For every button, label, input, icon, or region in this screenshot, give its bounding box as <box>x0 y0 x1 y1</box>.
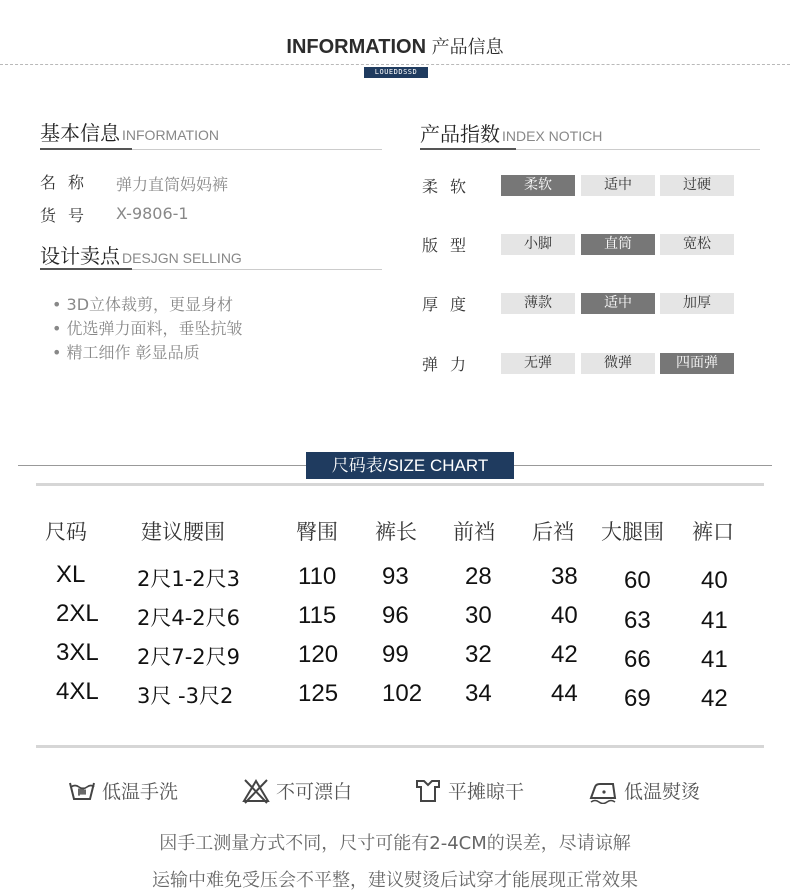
size-table-top-border <box>36 483 764 486</box>
index-label-thickness: 厚度 <box>422 295 479 314</box>
size-table-bottom-border <box>36 745 764 748</box>
hand-wash-icon <box>68 779 96 803</box>
size-table-header: 裤口 <box>692 520 734 544</box>
info-value-name: 弹力直筒妈妈裤 <box>116 175 229 194</box>
selling-title-en: DESJGN SELLING <box>122 250 242 266</box>
size-table-header: 前裆 <box>453 520 495 544</box>
size-cell: 2尺1-2尺3 <box>137 567 241 591</box>
dry-flat-icon <box>414 778 442 804</box>
size-cell: 41 <box>701 646 728 673</box>
size-cell: 38 <box>551 563 578 590</box>
size-table-header: 尺码 <box>45 520 87 544</box>
index-heading <box>420 118 602 147</box>
index-label-elasticity: 弹力 <box>422 355 479 374</box>
selling-point: • 精工细作 彰显品质 <box>52 343 200 362</box>
size-table-header: 大腿围 <box>601 520 664 544</box>
size-cell: 2尺4-2尺6 <box>137 606 241 630</box>
size-cell: 120 <box>298 641 339 668</box>
size-cell: XL <box>56 561 86 588</box>
selling-rule <box>132 269 382 270</box>
info-label-sku: 货号 <box>40 206 97 225</box>
info-value-sku: X-9806-1 <box>116 204 189 223</box>
size-table-header: 后裆 <box>532 520 574 544</box>
index-option: 适中 <box>581 175 655 196</box>
size-table-header: 建议腰围 <box>141 520 225 544</box>
index-option-selected: 直筒 <box>581 234 655 255</box>
size-cell: 3尺 -3尺2 <box>137 684 234 708</box>
size-cell: 34 <box>465 680 492 707</box>
size-cell: 63 <box>624 607 651 634</box>
selling-point: • 优选弹力面料，垂坠抗皱 <box>52 319 243 338</box>
index-option: 薄款 <box>501 293 575 314</box>
size-cell: 60 <box>624 567 651 594</box>
size-cell: 40 <box>551 602 578 629</box>
care-label: 平摊晾干 <box>448 781 525 803</box>
size-chart-rule-right <box>514 465 772 466</box>
size-cell: 42 <box>701 685 728 712</box>
index-option-selected: 适中 <box>581 293 655 314</box>
size-chart-title <box>306 452 514 479</box>
size-cell: 28 <box>465 563 492 590</box>
size-cell: 93 <box>382 563 409 590</box>
measurement-note: 因手工测量方式不同，尺寸可能有2-4CM的误差，尽请谅解 <box>159 833 631 854</box>
size-table-header: 裤长 <box>375 520 417 544</box>
iron-low-icon <box>588 778 618 804</box>
size-cell: 96 <box>382 602 409 629</box>
index-label-softness: 柔软 <box>422 177 479 196</box>
index-rule <box>516 149 760 150</box>
size-cell: 41 <box>701 607 728 634</box>
ironing-note: 运输中难免受压会不平整，建议熨烫后试穿才能展现正常效果 <box>152 870 638 891</box>
size-cell: 42 <box>551 641 578 668</box>
index-option-selected: 四面弹 <box>660 353 734 374</box>
size-cell: 66 <box>624 646 651 673</box>
basic-info-title-en: INFORMATION <box>122 127 219 143</box>
size-cell: 3XL <box>56 639 99 666</box>
size-cell: 30 <box>465 602 492 629</box>
selling-title: 设计卖点 <box>40 244 120 268</box>
size-cell: 115 <box>298 602 337 629</box>
brand-tag: LOUEDDSSD <box>364 67 428 78</box>
size-cell: 125 <box>298 680 339 707</box>
info-label-name: 名称 <box>40 173 97 192</box>
size-table-header: 臀围 <box>296 520 338 544</box>
care-label: 低温熨烫 <box>624 781 701 803</box>
care-label: 不可漂白 <box>276 781 353 803</box>
page-title-cn: 产品信息 <box>431 37 504 58</box>
selling-point: • 3D立体裁剪，更显身材 <box>52 295 234 314</box>
size-cell: 110 <box>298 563 337 590</box>
index-option: 微弹 <box>581 353 655 374</box>
page-title-en: INFORMATION <box>286 36 427 58</box>
basic-info-underline <box>40 148 132 150</box>
no-bleach-icon <box>242 778 270 804</box>
care-label: 低温手洗 <box>102 781 179 803</box>
size-chart-title-cn: 尺码表 <box>331 456 383 476</box>
size-chart-title-en: /SIZE CHART <box>382 456 489 475</box>
basic-info-heading <box>40 117 219 146</box>
index-label-fit: 版型 <box>422 236 479 255</box>
size-cell: 32 <box>465 641 492 668</box>
basic-info-title: 基本信息 <box>40 121 120 145</box>
index-option-selected: 柔软 <box>501 175 575 196</box>
size-cell: 44 <box>551 680 578 707</box>
index-option: 小脚 <box>501 234 575 255</box>
index-option: 加厚 <box>660 293 734 314</box>
index-option: 宽松 <box>660 234 734 255</box>
index-option: 过硬 <box>660 175 734 196</box>
care-hand-wash <box>68 777 178 804</box>
header-dashed-divider <box>0 64 790 65</box>
size-chart-rule-left <box>18 465 306 466</box>
size-cell: 99 <box>382 641 409 668</box>
size-cell: 69 <box>624 685 651 712</box>
selling-heading <box>40 240 242 269</box>
care-no-bleach <box>242 777 352 804</box>
index-title: 产品指数 <box>420 122 500 146</box>
index-option: 无弹 <box>501 353 575 374</box>
index-title-en: INDEX NOTICH <box>502 128 603 144</box>
size-cell: 2尺7-2尺9 <box>137 645 241 669</box>
index-underline <box>420 148 516 150</box>
selling-underline <box>40 268 132 270</box>
basic-info-rule <box>132 149 382 150</box>
size-cell: 2XL <box>56 600 99 627</box>
size-cell: 4XL <box>56 678 99 705</box>
care-iron-low <box>588 777 700 804</box>
size-cell: 102 <box>382 680 423 707</box>
care-dry-flat <box>414 777 524 804</box>
size-cell: 40 <box>701 567 728 594</box>
page-title <box>0 33 790 59</box>
